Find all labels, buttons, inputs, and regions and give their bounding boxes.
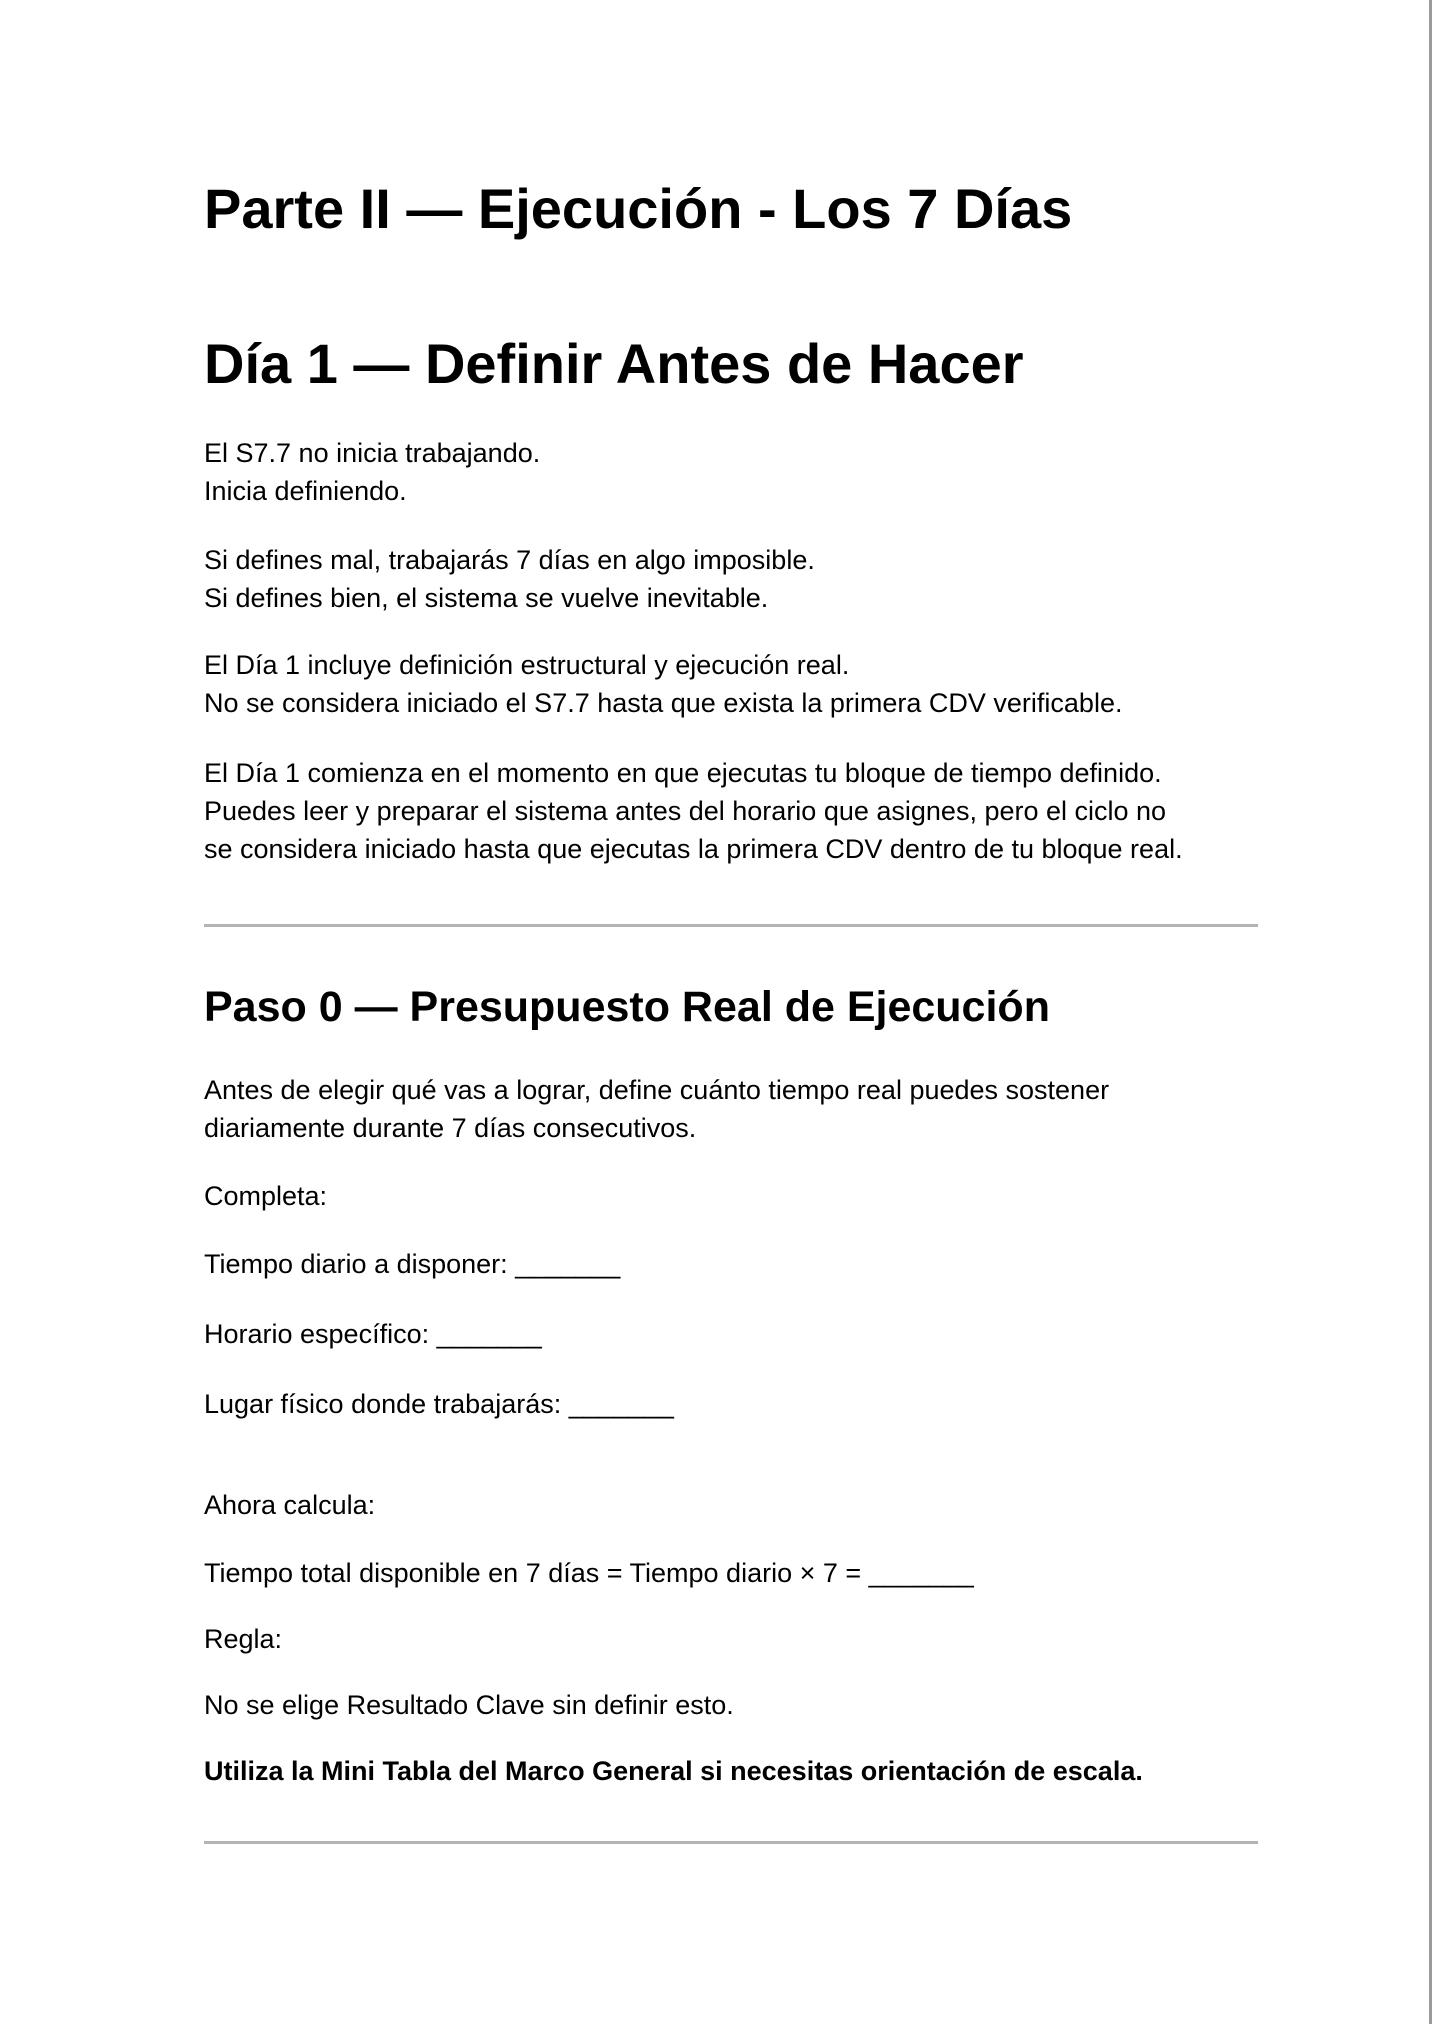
day-title: Día 1 — Definir Antes de Hacer <box>204 332 1024 395</box>
rule-text: No se elige Resultado Clave sin definir esto. <box>204 1690 734 1720</box>
step-title: Paso 0 — Presupuesto Real de Ejecución <box>204 983 1050 1031</box>
section-divider <box>204 924 1258 927</box>
part-title: Parte II — Ejecución - Los 7 Días <box>204 177 1073 240</box>
text-line: Si defines bien, el sistema se vuelve inevitable. <box>204 583 769 613</box>
text-line: El S7.7 no inicia trabajando. <box>204 438 541 468</box>
text-line: Antes de elegir qué vas a lograr, define cuánto tiempo real puedes sostener <box>204 1075 1110 1105</box>
intro-paragraph-2 <box>204 541 1260 617</box>
text-line: Inicia definiendo. <box>204 476 407 506</box>
field-daily-time: Tiempo diario a disponer: _______ <box>204 1249 621 1279</box>
rule-label: Regla: <box>204 1624 283 1654</box>
text-line: El Día 1 incluye definición estructural y ejecución real. <box>204 650 850 680</box>
intro-paragraph-4 <box>204 754 1260 868</box>
intro-paragraph-3 <box>204 646 1260 722</box>
field-place: Lugar físico donde trabajarás: _______ <box>204 1389 674 1419</box>
calculate-label: Ahora calcula: <box>204 1490 376 1520</box>
text-line: se considera iniciado hasta que ejecutas la primera CDV dentro de tu bloque real. <box>204 834 1183 864</box>
field-schedule: Horario específico: _______ <box>204 1319 542 1349</box>
text-line: Si defines mal, trabajarás 7 días en algo imposible. <box>204 545 815 575</box>
text-line: diariamente durante 7 días consecutivos. <box>204 1113 697 1143</box>
section-divider <box>204 1841 1258 1844</box>
text-line: Puedes leer y preparar el sistema antes del horario que asignes, pero el ciclo no <box>204 796 1167 826</box>
text-line: No se considera iniciado el S7.7 hasta que exista la primera CDV verificable. <box>204 688 1123 718</box>
scale-note: Utiliza la Mini Tabla del Marco General si necesitas orientación de escala. <box>204 1756 1143 1786</box>
intro-paragraph-1 <box>204 434 1260 510</box>
text-line: El Día 1 comienza en el momento en que ejecutas tu bloque de tiempo definido. <box>204 758 1162 788</box>
step-description <box>204 1071 1260 1147</box>
complete-label: Completa: <box>204 1181 328 1211</box>
formula: Tiempo total disponible en 7 días = Tiempo diario × 7 = _______ <box>204 1558 974 1588</box>
